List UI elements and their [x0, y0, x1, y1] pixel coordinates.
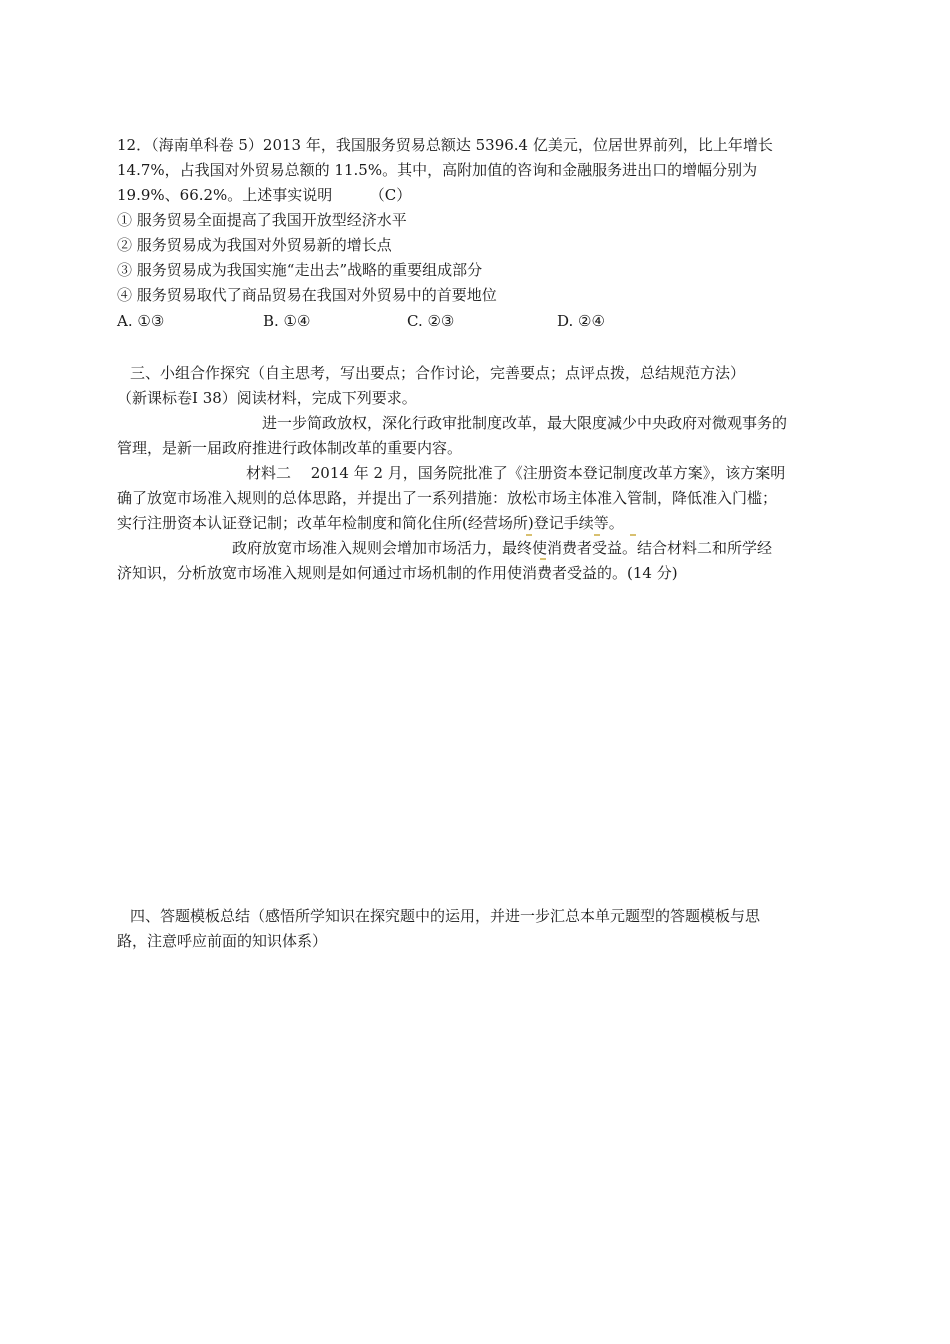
section-4-heading-line-2: 路，注意呼应前面的知识体系） — [117, 932, 328, 950]
scan-speck — [594, 534, 600, 536]
q12-statement-3: ③ 服务贸易成为我国实施“走出去”战略的重要组成部分 — [117, 261, 483, 279]
q12-statement-1: ① 服务贸易全面提高了我国开放型经济水平 — [117, 211, 407, 229]
question-line-2: 济知识，分析放宽市场准入规则是如何通过市场机制的作用使消费者受益的。(14 分) — [117, 564, 678, 582]
material-2-line-3: 实行注册资本认证登记制；改革年检制度和简化住所(经营场所)登记手续等。 — [117, 514, 624, 532]
q12-line-3: 19.9%、66.2%。上述事实说明 （C） — [117, 186, 412, 204]
q12-line-2: 14.7%，占我国对外贸易总额的 11.5%。其中，高附加值的咨询和金融服务进出口的增幅分别为 — [117, 161, 758, 179]
material-1-line-1: 进一步简政放权，深化行政审批制度改革，最大限度减少中央政府对微观事务的 — [262, 414, 788, 432]
q12-statement-2: ② 服务贸易成为我国对外贸易新的增长点 — [117, 236, 392, 254]
scan-speck — [540, 558, 546, 560]
option-a: A. ①③ — [117, 312, 165, 330]
scan-speck — [526, 534, 532, 536]
q12-statement-4: ④ 服务贸易取代了商品贸易在我国对外贸易中的首要地位 — [117, 286, 497, 304]
scan-speck — [630, 534, 636, 536]
section-4-heading-line-1: 四、答题模板总结（感悟所学知识在探究题中的运用，并进一步汇总本单元题型的答题模板与思 — [130, 907, 761, 925]
q12-options — [117, 310, 605, 332]
material-1-line-2: 管理，是新一届政府推进行政体制改革的重要内容。 — [117, 439, 463, 457]
q12-line-1: 12．（海南单科卷 5）2013 年，我国服务贸易总额达 5396.4 亿美元，位居世界前列，比上年增长 — [117, 136, 773, 154]
material-2-line-1: 材料二 2014 年 2 月，国务院批准了《注册资本登记制度改革方案》，该方案明 — [246, 464, 786, 482]
question-line-1: 政府放宽市场准入规则会增加市场活力，最终使消费者受益。结合材料二和所学经 — [232, 539, 773, 557]
material-2-line-2: 确了放宽市场准入规则的总体思路，并提出了一系列措施：放松市场主体准入管制，降低准入门槛； — [117, 489, 778, 507]
option-c: C. ②③ — [407, 312, 455, 330]
option-d: D. ②④ — [557, 312, 605, 330]
option-b: B. ①④ — [263, 312, 311, 330]
section-3-heading: 三、小组合作探究（自主思考，写出要点；合作讨论，完善要点；点评点拨，总结规范方法） — [130, 364, 746, 382]
section-3-source: （新课标卷Ⅰ 38）阅读材料，完成下列要求。 — [117, 389, 417, 407]
